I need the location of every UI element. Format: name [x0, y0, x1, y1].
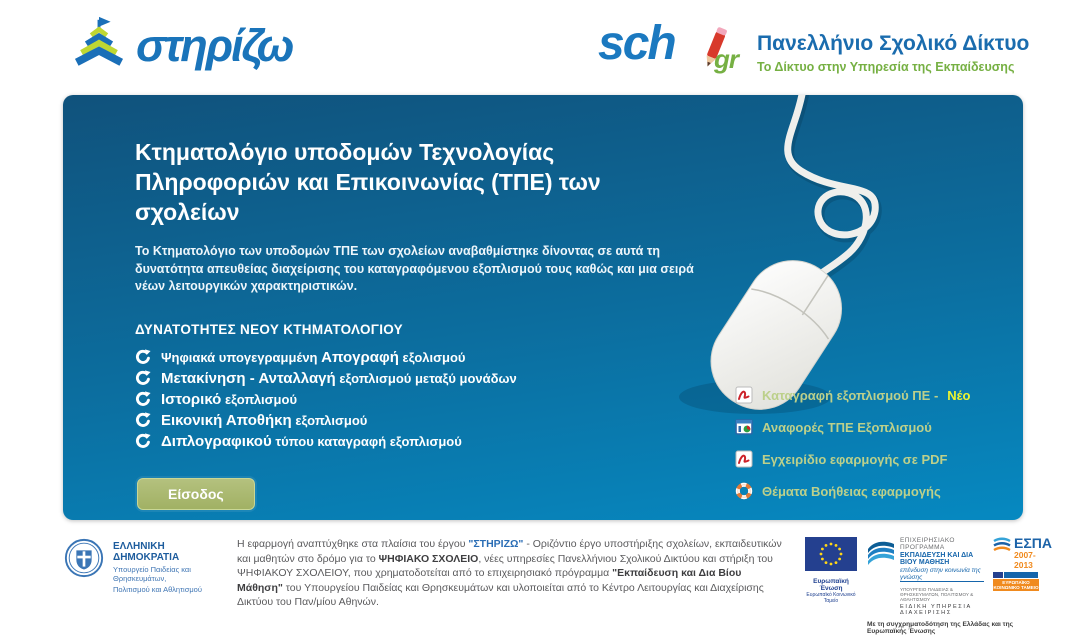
- link-anafores-tpe[interactable]: [735, 418, 971, 436]
- espa-caption: ΕΥΡΩΠΑΪΚΟ ΚΟΙΝΩΝΙΚΟ ΤΑΜΕΙΟ: [993, 580, 1039, 590]
- espa-name: ΕΣΠΑ: [1014, 535, 1052, 551]
- stirizo-pyramid-icon: [70, 14, 128, 77]
- ep-line1: ΕΠΙΧΕΙΡΗΣΙΑΚΟ ΠΡΟΓΡΑΜΜΑ: [900, 537, 955, 551]
- republic-ministry-line2: Πολιτισμού και Αθλητισμού: [113, 585, 202, 594]
- eu-subcaption: Ευρωπαϊκό Κοινωνικό Ταμείο: [806, 592, 856, 604]
- link-label: Εγχειρίδιο εφαρμογής σε PDF: [762, 451, 948, 467]
- pdf-icon: [735, 386, 753, 404]
- page-title: Κτηματολόγιο υποδομών Τεχνολογίας Πληροφοριών και Επικοινωνίας (ΤΠΕ) των σχολείων: [135, 139, 601, 225]
- refresh-icon: [135, 391, 151, 407]
- stirizo-logo-text: στηρίζω: [136, 19, 293, 71]
- ep-line4: ΥΠΟΥΡΓΕΙΟ ΠΑΙΔΕΙΑΣ & ΘΡΗΣΚΕΥΜΑΤΩΝ, ΠΟΛΙΤΙΣΜΟΥ & ΑΘΛΗΤΙΣΜΟΥ: [900, 587, 974, 602]
- feature-item: Εικονική Αποθήκη εξοπλισμού: [135, 411, 735, 430]
- republic-title: ΕΛΛΗΝΙΚΗ ΔΗΜΟΚΡΑΤΙΑ: [113, 541, 180, 563]
- feature-item: Διπλογραφικού τύπου καταγραφή εξοπλισμού: [135, 432, 735, 451]
- ep-line2: ΕΚΠΑΙΔΕΥΣΗ ΚΑΙ ΔΙΑ ΒΙΟΥ ΜΑΘΗΣΗ: [900, 552, 974, 566]
- stirizo-logo[interactable]: [70, 14, 292, 77]
- cofunding-note: Με τη συγχρηματοδότηση της Ελλάδας και της Ευρωπαϊκής Ένωσης: [867, 621, 1014, 635]
- feature-item: Ιστορικό εξοπλισμού: [135, 390, 735, 409]
- features-title: ΔΥΝΑΤΟΤΗΤΕΣ ΝΕΟΥ ΚΤΗΜΑΤΟΛΟΓΙΟΥ: [135, 321, 403, 337]
- stirizo-project-link[interactable]: "ΣΤΗΡΙΖΩ": [468, 538, 524, 550]
- eu-flag-icon: [805, 558, 857, 575]
- footer: [63, 535, 1052, 635]
- link-egxeiridio-pdf[interactable]: [735, 450, 971, 468]
- gr-logo-text: gr: [714, 44, 738, 74]
- operational-programme-logo: [866, 537, 984, 616]
- psd-title: Πανελλήνιο Σχολικό Δίκτυο: [757, 32, 1030, 55]
- refresh-icon: [135, 370, 151, 386]
- espa-waves-icon: [993, 537, 1011, 558]
- link-new-badge: Νέο: [947, 387, 971, 403]
- psd-subtitle: Το Δίκτυο στην Υπηρεσία της Εκπαίδευσης: [757, 60, 1015, 74]
- eu-caption: Ευρωπαϊκή Ένωση: [813, 578, 849, 592]
- psd-titles: [757, 32, 1029, 74]
- login-button[interactable]: Είσοδος: [137, 478, 255, 510]
- link-themata-voitheias[interactable]: [735, 482, 971, 500]
- ep-line5: ΕΙΔΙΚΗ ΥΠΗΡΕΣΙΑ ΔΙΑΧΕΙΡΙΣΗΣ: [900, 604, 972, 616]
- footer-logos: [805, 535, 1052, 635]
- republic-ministry-line1: Υπουργείο Παιδείας και Θρησκευμάτων,: [113, 565, 191, 583]
- espa-logo: [993, 537, 1052, 591]
- sch-logo-text: sch: [598, 17, 675, 70]
- eu-flag-block: [805, 537, 857, 604]
- footer-paragraph: Η εφαρμογή αναπτύχθηκε στα πλαίσια του έργου "ΣΤΗΡΙΖΩ" - Οριζόντιο έργο υποστήριξης σχολείων, εκπαιδευτικών και μαθητών στο δρόμο για το ΨΗΦΙΑΚΟ ΣΧΟΛΕΙΟ, νέες υπηρεσίες Πανελλήνιου Σχολικού Δικτύου και στήριξη του ΨΗΦΙΑΚΟΥ ΣΧΟΛΕΙΟΥ, που χρηματοδοτείται από το επιχειρησιακό πρόγραμμα "Εκπαίδευση και Δια Βίου Μάθηση" του Υπουργείου Παιδείας και Θρησκευμάτων και υλοποιείται από το Κέντρο Λειτουργίας και Διαχείρισης Δικτύου του Παν/μίου Αθηνών.: [237, 538, 782, 608]
- hero-content: [135, 137, 735, 510]
- features-list: [135, 348, 735, 451]
- refresh-icon: [135, 412, 151, 428]
- report-icon: [735, 418, 753, 436]
- espa-years: 2007-2013: [1014, 550, 1036, 570]
- link-label: Αναφορές ΤΠΕ Εξοπλισμού: [762, 419, 932, 435]
- espa-flag-strip: [993, 572, 1052, 578]
- feature-item: Ψηφιακά υπογεγραμμένη Απογραφή εξολισμού: [135, 348, 735, 367]
- hero-links: [735, 386, 971, 514]
- hellenic-republic-block: [63, 537, 231, 594]
- link-katagrafi-exoplismou[interactable]: [735, 386, 971, 404]
- link-label: Καταγραφή εξοπλισμού ΠΕ -: [762, 387, 939, 403]
- feature-item: Μετακίνηση - Ανταλλαγή εξοπλισμού μεταξύ μονάδων: [135, 369, 735, 388]
- pdf-icon: [735, 450, 753, 468]
- programme-book-icon: [866, 537, 896, 616]
- hero-panel: [63, 95, 1023, 520]
- hero-description: Το Κτηματολόγιο των υποδομών ΤΠΕ των σχολείων αναβαθμίστηκε δίνοντας σε αυτά τη δυνατότητα απευθείας διαχείρισης του καταγραφόμενου εξοπλισμού τους καθώς και μια σειρά νέων λειτουργικών χαρακτηριστικών.: [135, 244, 694, 293]
- help-lifebuoy-icon: [735, 482, 753, 500]
- ep-line3: επένδυση στην κοινωνία της γνώσης: [900, 567, 984, 582]
- header: [0, 0, 1067, 95]
- refresh-icon: [135, 433, 151, 449]
- sch-gr-logo[interactable]: [598, 17, 756, 86]
- hellenic-republic-emblem-icon: [63, 537, 105, 584]
- link-label: Θέματα Βοήθειας εφαρμογής: [762, 483, 941, 499]
- refresh-icon: [135, 349, 151, 365]
